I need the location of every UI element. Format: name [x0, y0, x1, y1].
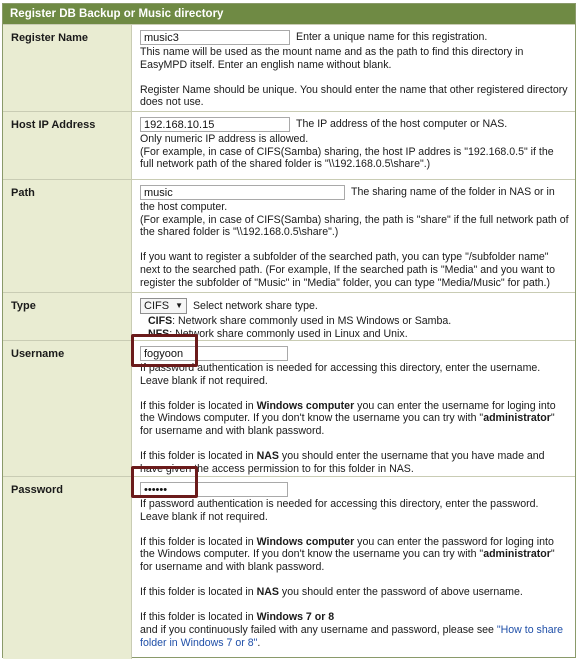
path-desc2: (For example, in case of CIFS(Samba) sharing, the path is "share" if the full network path of the shared folder is "\\192.168.0.5\share".) — [140, 213, 569, 239]
row-password — [3, 476, 575, 659]
host-ip-label: Host IP Address — [3, 112, 132, 179]
password-label: Password — [3, 477, 132, 659]
cifs-desc: : Network share commonly used in MS Windows or Samba. — [172, 315, 452, 327]
type-select[interactable] — [140, 298, 187, 314]
host-ip-cell — [132, 112, 575, 179]
register-name-desc2: Register Name should be unique. You should enter the name that other registered directory does not use. — [140, 83, 568, 109]
register-name-cell — [132, 25, 575, 111]
cifs-term: CIFS — [148, 315, 173, 327]
register-name-desc1: This name will be used as the mount name and as the path to find this directory in EasyMPD itself. Enter an english name without blank. — [140, 46, 524, 71]
path-hint: The sharing name of the folder in NAS or in — [351, 186, 555, 199]
row-type — [3, 292, 575, 340]
type-cell — [132, 293, 575, 340]
username-desc1: If password authentication is needed for accessing this directory, enter the username. Leave blank if not required. — [140, 362, 541, 387]
row-host-ip — [3, 111, 575, 179]
password-desc1: If password authentication is needed for accessing this directory, enter the password. Leave blank if not required. — [140, 498, 539, 523]
password-windows-note: If this folder is located in Windows computer you can enter the password for loging into the Windows computer. If you don't know the username you can try with "administrator" for username and with blank password. — [140, 535, 555, 573]
register-name-label: Register Name — [3, 25, 132, 111]
type-label: Type — [3, 293, 132, 340]
host-ip-input[interactable] — [140, 117, 290, 132]
password-cell — [132, 477, 575, 659]
row-path — [3, 179, 575, 292]
form-header: Register DB Backup or Music directory — [3, 4, 575, 24]
host-ip-desc2: (For example, in case of CIFS(Samba) sharing, the host IP addres is "192.168.0.5" if the full network path of the shared folder is "\\192.168.0.5\share".) — [140, 145, 554, 171]
path-desc1: the host computer. — [140, 201, 228, 213]
username-label: Username — [3, 341, 132, 476]
password-win7-note: If this folder is located in Windows 7 or 8 and if you continuously failed with any username and password, please see "How to share folder in Windows 7 or 8". — [140, 611, 564, 649]
nfs-term: NFS — [148, 327, 170, 340]
password-highlight-box — [131, 466, 198, 498]
path-input[interactable] — [140, 185, 345, 200]
type-cifs-line — [140, 315, 569, 328]
type-nfs-line — [140, 328, 569, 341]
username-highlight-box — [131, 334, 198, 367]
username-cell — [132, 341, 575, 476]
row-register-name — [3, 24, 575, 111]
path-desc3: If you want to register a subfolder of the searched path, you can type "/subfolder name" next to the searched path. (For example, If the searched path is "Media" and you want to register the subfolder of "Music" in "Media" folder, you can type "Media/Music" for path.) — [140, 251, 556, 289]
register-form-panel — [2, 3, 576, 658]
nfs-desc: : Network share commonly used in Linux and Unix. — [169, 327, 408, 340]
username-windows-note: If this folder is located in Windows computer you can enter the username for loging into the Windows computer. If you don't know the username you can try with "administrator" for username and with blank password. — [140, 399, 556, 437]
dropdown-arrow-icon: ▼ — [175, 300, 183, 310]
host-ip-hint: The IP address of the host computer or NAS. — [296, 118, 508, 131]
host-ip-desc1: Only numeric IP address is allowed. — [140, 133, 309, 145]
type-hint: Select network share type. — [192, 299, 318, 312]
register-name-input[interactable] — [140, 30, 290, 45]
register-name-hint: Enter a unique name for this registration. — [296, 31, 488, 44]
path-label: Path — [3, 180, 132, 292]
username-nas-note: If this folder is located in NAS you should enter the username that you have made and have given the access permission to for this folder in NAS. — [140, 450, 545, 475]
type-select-value: CIFS — [144, 299, 170, 312]
row-username — [3, 340, 575, 476]
password-nas-note: If this folder is located in NAS you should enter the password of above username. — [140, 586, 523, 599]
win7-share-help-link[interactable]: "How to share folder in Windows 7 or 8" — [140, 623, 564, 649]
path-cell — [132, 180, 575, 292]
